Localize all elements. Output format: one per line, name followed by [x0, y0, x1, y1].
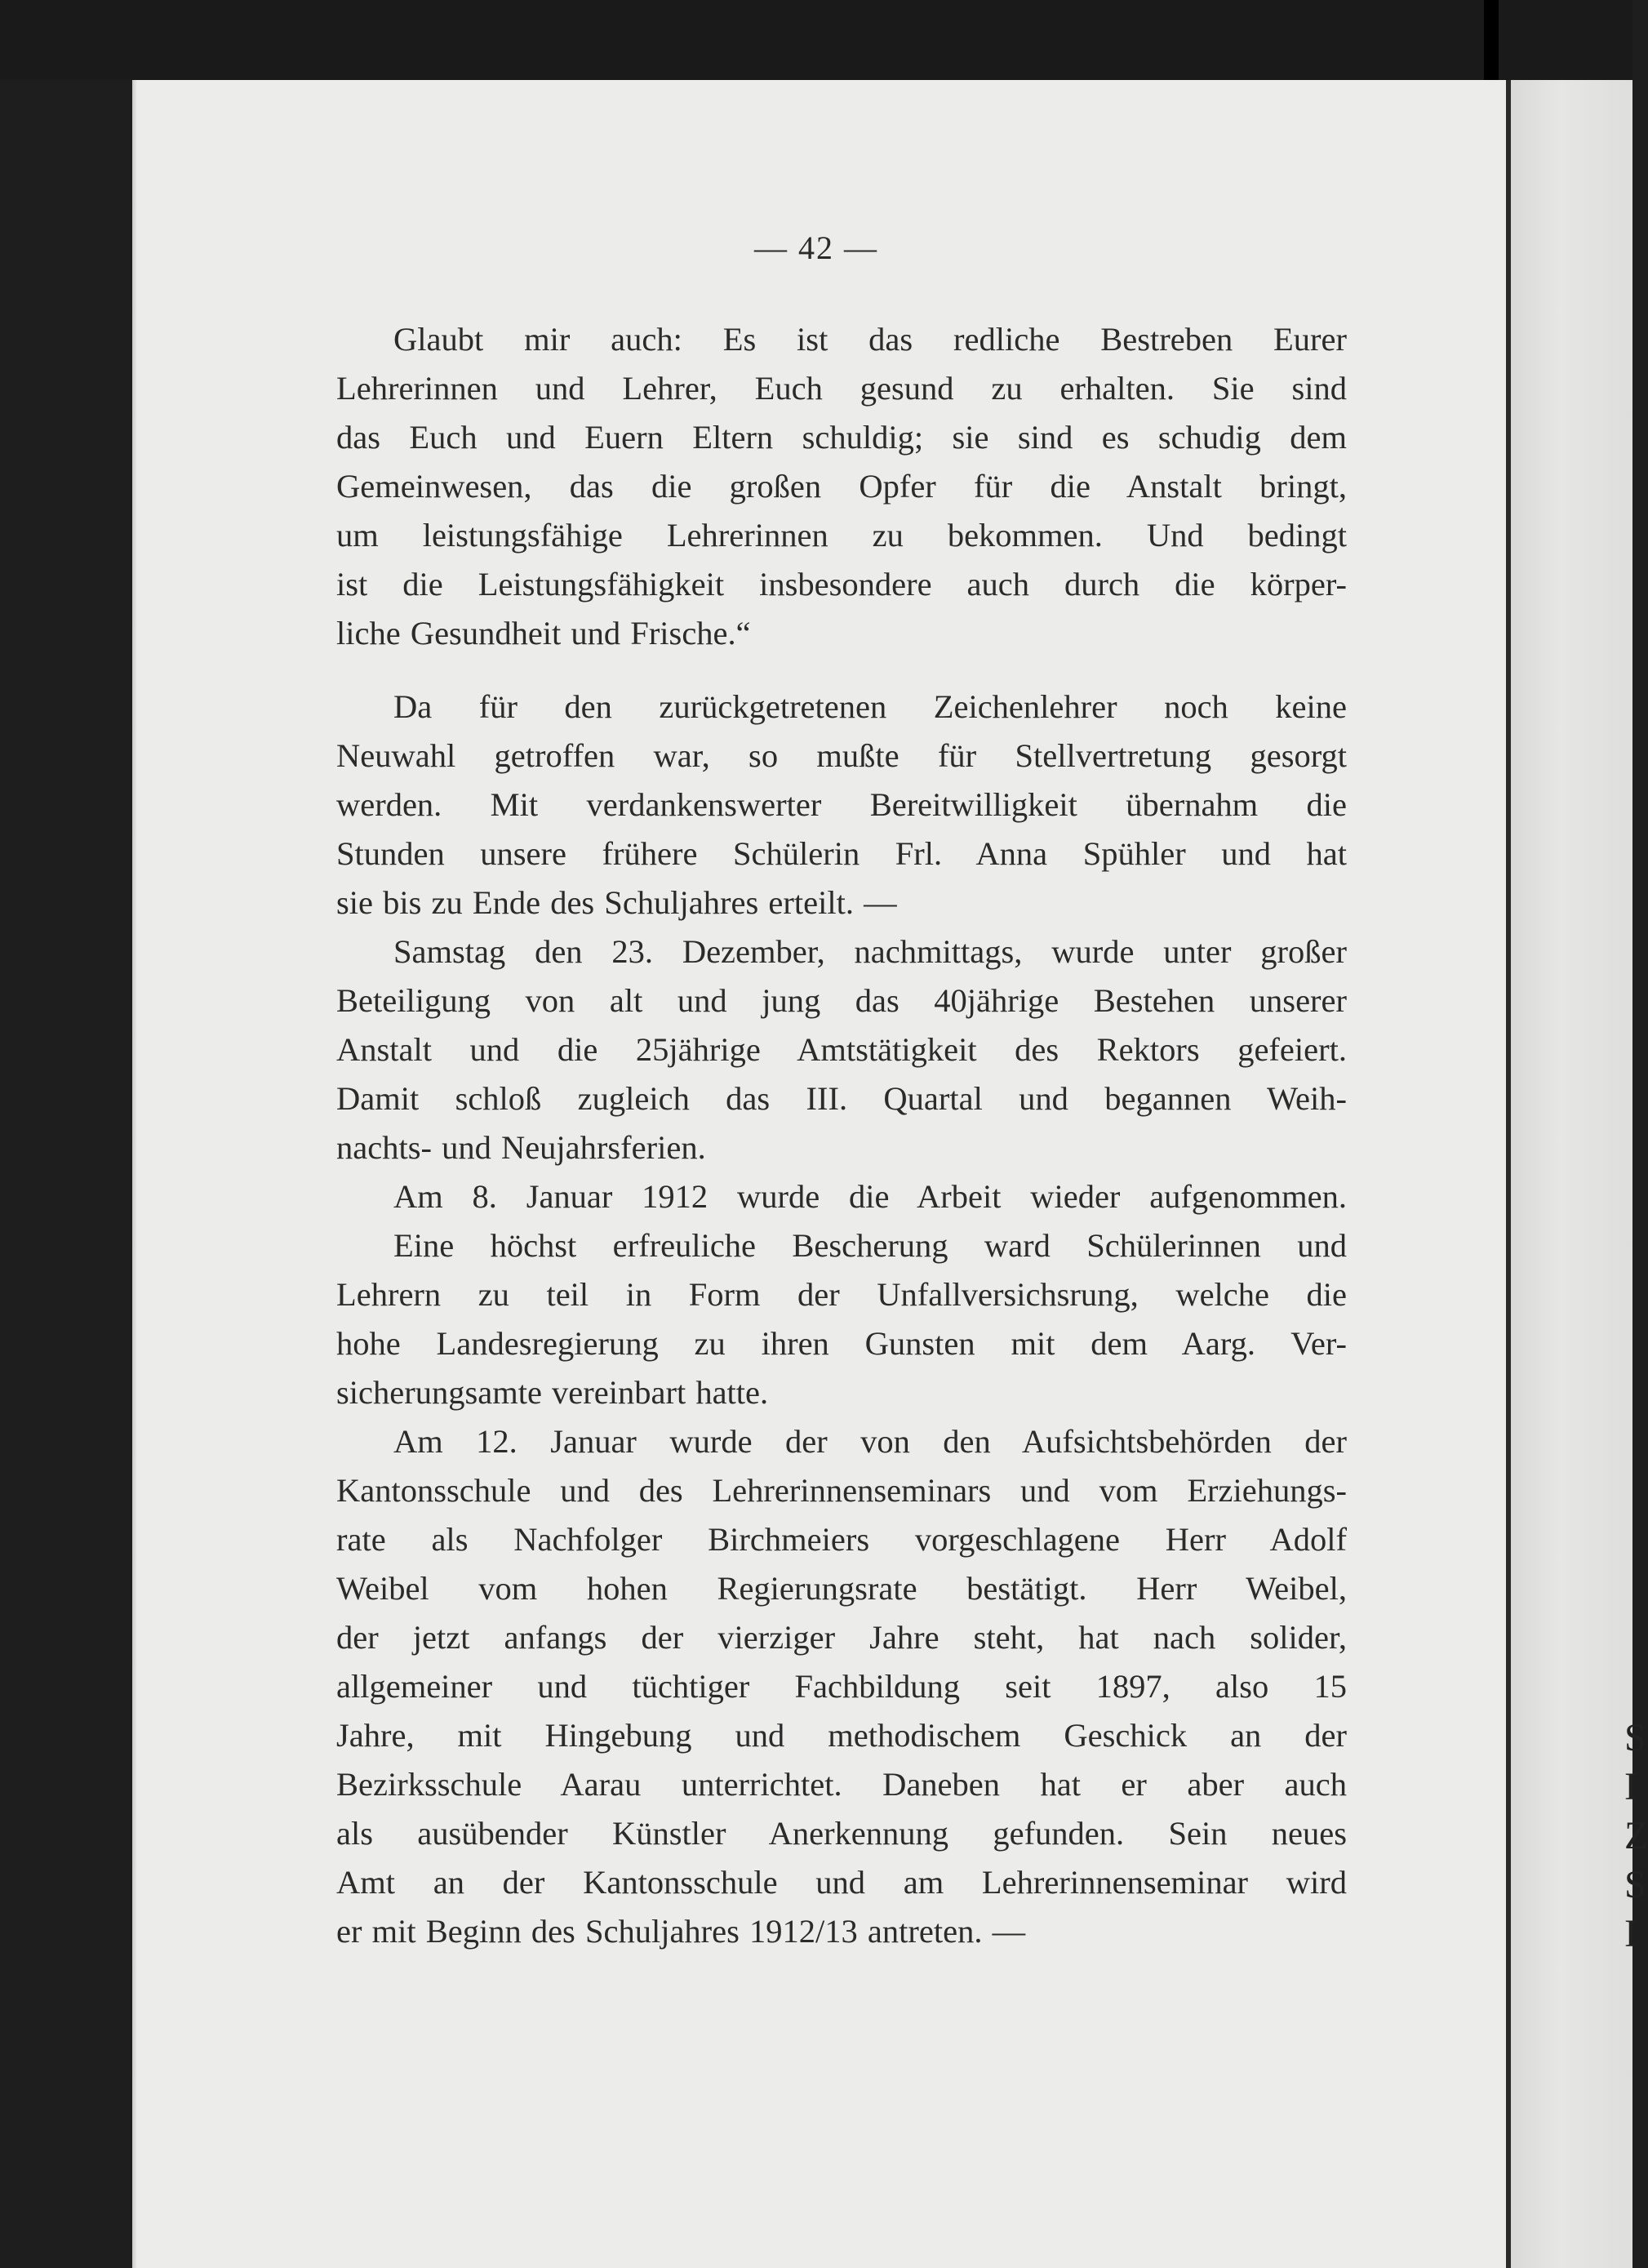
- text-line: Kantonsschule und des Lehrerinnenseminars und vom Erziehungs-: [336, 1472, 1347, 1509]
- text-line: Eine höchst erfreuliche Bescherung ward Schülerinnen und: [393, 1227, 1347, 1264]
- text-line: Weibel vom hohen Regierungsrate bestätigt. Herr Weibel,: [336, 1570, 1347, 1607]
- text-line: Gemeinwesen, das die großen Opfer für die Anstalt bringt,: [336, 468, 1347, 505]
- text-line: Samstag den 23. Dezember, nachmittags, wurde unter großer: [393, 933, 1347, 970]
- text-line: um leistungsfähige Lehrerinnen zu bekommen. Und bedingt: [336, 517, 1347, 554]
- adjacent-page-glyph: S: [1624, 1716, 1646, 1759]
- text-line: sicherungsamte vereinbart hatte.: [336, 1374, 769, 1411]
- text-line: als ausübender Künstler Anerkennung gefunden. Sein neues: [336, 1815, 1347, 1852]
- text-line: der jetzt anfangs der vierziger Jahre steht, hat nach solider,: [336, 1619, 1347, 1656]
- text-line: hohe Landesregierung zu ihren Gunsten mit dem Aarg. Ver-: [336, 1325, 1347, 1362]
- text-line: werden. Mit verdankenswerter Bereitwilligkeit übernahm die: [336, 786, 1347, 823]
- text-line: Am 8. Januar 1912 wurde die Arbeit wieder aufgenommen.: [393, 1178, 1347, 1215]
- text-line: das Euch und Euern Eltern schuldig; sie sind es schudig dem: [336, 419, 1347, 456]
- text-line: liche Gesundheit und Frische.“: [336, 615, 751, 651]
- text-line: sie bis zu Ende des Schuljahres erteilt. —: [336, 884, 897, 921]
- text-line: Anstalt und die 25jährige Amtstätigkeit des Rektors gefeiert.: [336, 1031, 1347, 1068]
- text-line: nachts- und Neujahrsferien.: [336, 1129, 706, 1166]
- text-line: allgemeiner und tüchtiger Fachbildung seit 1897, also 15: [336, 1668, 1347, 1705]
- page-edge-shadow: [132, 80, 137, 2268]
- adjacent-page-glyph: S: [1624, 1863, 1646, 1906]
- page-number: — 42 —: [754, 229, 878, 266]
- text-line: Lehrern zu teil in Form der Unfallversichsrung, welche die: [336, 1276, 1347, 1313]
- text-line: Jahre, mit Hingebung und methodischem Geschick an der: [336, 1717, 1347, 1754]
- scan-edge-strip: [1484, 0, 1499, 80]
- text-line: Am 12. Januar wurde der von den Aufsichtsbehörden der: [393, 1423, 1347, 1460]
- text-line: Stunden unsere frühere Schülerin Frl. Anna Spühler und hat: [336, 835, 1347, 872]
- text-line: ist die Leistungsfähigkeit insbesondere auch durch die körper-: [336, 566, 1347, 603]
- text-line: Beteiligung von alt und jung das 40jährige Bestehen unserer: [336, 982, 1347, 1019]
- scan-background-top: [0, 0, 1632, 80]
- text-line: Glaubt mir auch: Es ist das redliche Bestreben Eurer: [393, 321, 1347, 358]
- text-line: er mit Beginn des Schuljahres 1912/13 antreten. —: [336, 1913, 1026, 1950]
- text-line: Lehrerinnen und Lehrer, Euch gesund zu erhalten. Sie sind: [336, 370, 1347, 407]
- adjacent-page-glyph: I: [1624, 1765, 1637, 1808]
- adjacent-page-glyph: Z: [1624, 1814, 1648, 1857]
- text-line: Damit schloß zugleich das III. Quartal und begannen Weih-: [336, 1080, 1347, 1117]
- text-line: Bezirksschule Aarau unterrichtet. Daneben hat er aber auch: [336, 1766, 1347, 1803]
- text-line: Neuwahl getroffen war, so mußte für Stellvertretung gesorgt: [336, 737, 1347, 774]
- text-line: rate als Nachfolger Birchmeiers vorgeschlagene Herr Adolf: [336, 1521, 1347, 1558]
- adjacent-page-glyph: I: [1624, 1912, 1637, 1955]
- text-line: Amt an der Kantonsschule und am Lehrerinnenseminar wird: [336, 1864, 1347, 1901]
- text-line: Da für den zurückgetretenen Zeichenlehrer noch keine: [393, 688, 1347, 725]
- adjacent-page-fragment: [1511, 80, 1632, 2268]
